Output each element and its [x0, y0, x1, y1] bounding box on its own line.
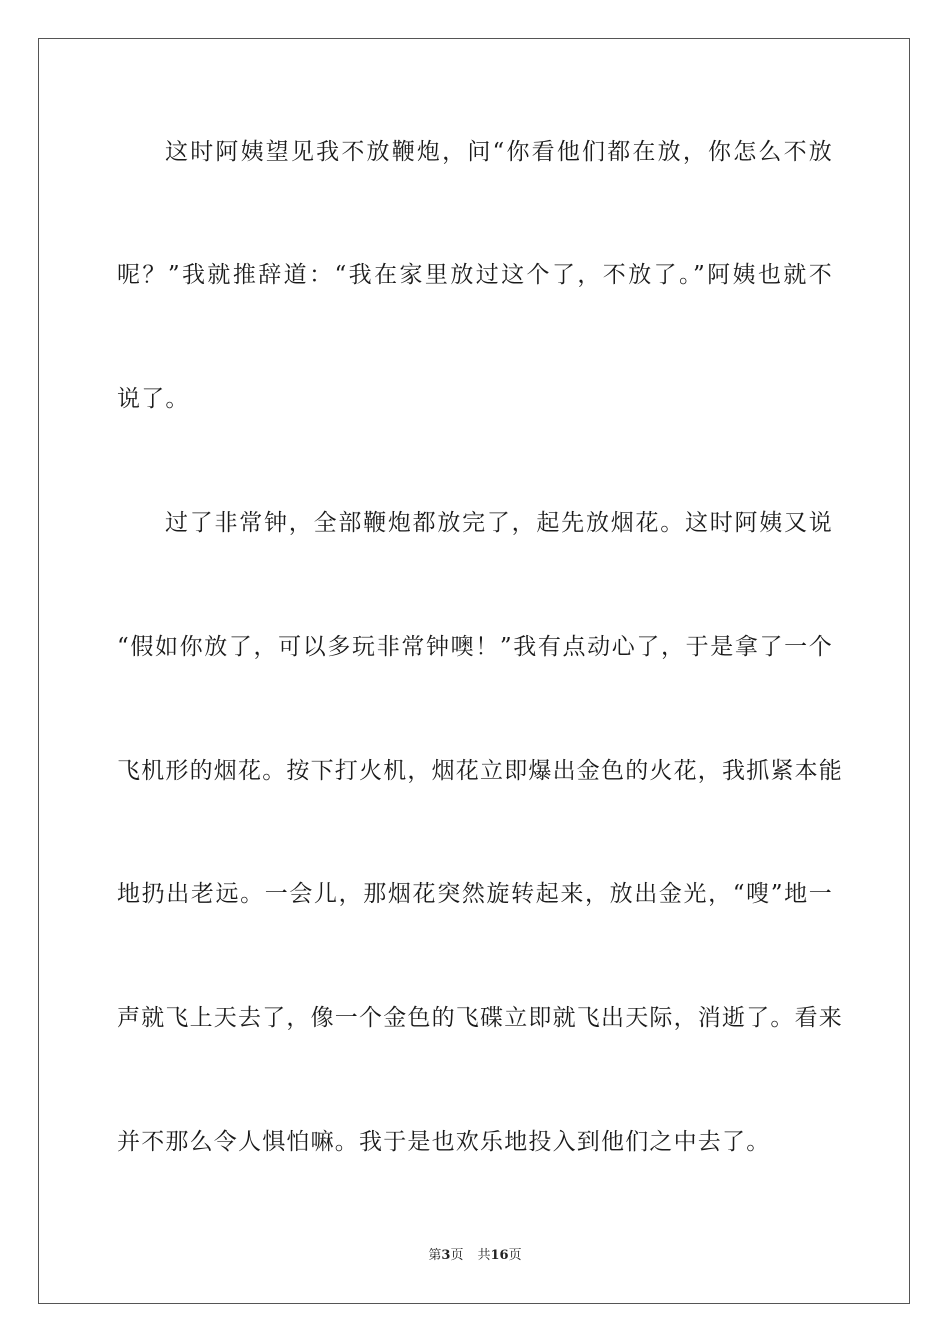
paragraph-line: 呢？”我就推辞道：“我在家里放过这个了，不放了。”阿姨也就不: [117, 262, 833, 288]
total-pages: 16: [490, 1248, 509, 1263]
page-prefix: 第: [428, 1248, 442, 1263]
paragraph-line: 这时阿姨望见我不放鞭炮，问“你看他们都在放，你怎么不放: [165, 139, 833, 165]
paragraph-line: 说了。: [117, 386, 190, 412]
paragraph-line: “假如你放了，可以多玩非常钟噢！”我有点动心了，于是拿了一个: [117, 634, 833, 660]
paragraph-line: 飞机形的烟花。按下打火机，烟花立即爆出金色的火花，我抓紧本能: [117, 758, 843, 784]
total-prefix: 共: [477, 1248, 491, 1263]
page-border: [38, 38, 910, 1304]
page-suffix: 页: [450, 1248, 464, 1263]
paragraph-line: 过了非常钟，全部鞭炮都放完了，起先放烟花。这时阿姨又说: [165, 510, 833, 536]
total-suffix: 页: [508, 1248, 522, 1263]
paragraph-line: 声就飞上天去了，像一个金色的飞碟立即就飞出天际，消逝了。看来: [117, 1005, 843, 1031]
paragraph-line: 并不那么令人惧怕嘛。我于是也欢乐地投入到他们之中去了。: [117, 1129, 771, 1155]
page-footer: [0, 1246, 950, 1266]
paragraph-line: 地扔出老远。一会儿，那烟花突然旋转起来，放出金光，“嗖”地一: [117, 881, 833, 907]
page-number: 3: [441, 1248, 451, 1263]
